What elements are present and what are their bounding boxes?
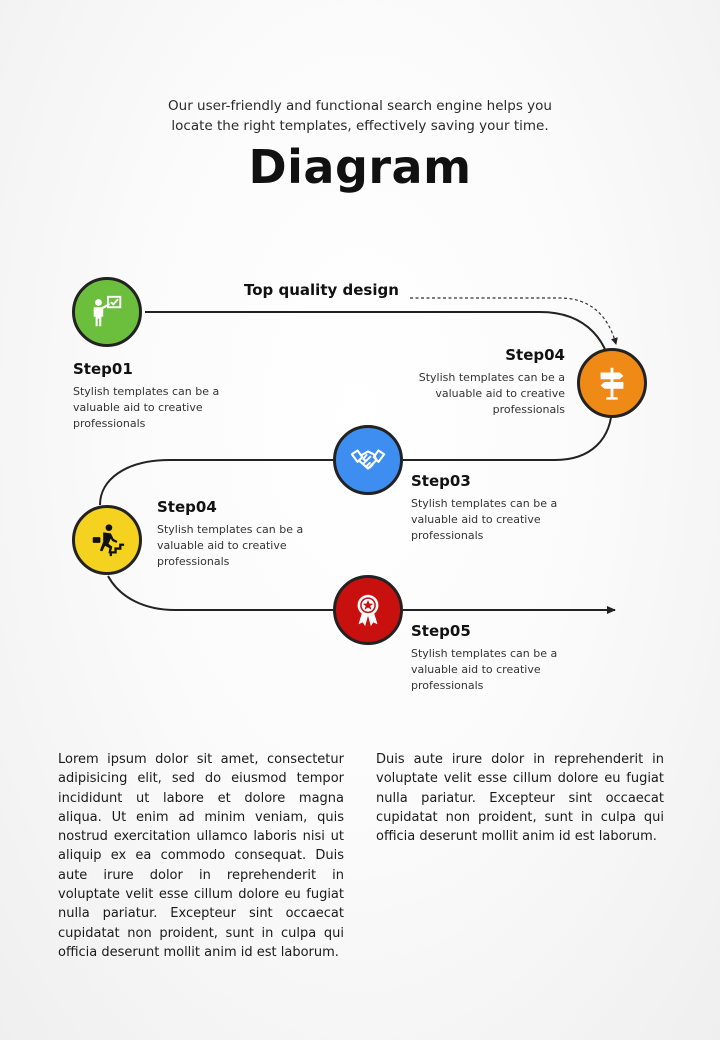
climbing-stairs-icon — [88, 521, 126, 559]
step5-circle — [333, 575, 403, 645]
step-desc: Stylish templates can be a valuable aid to creative professionals — [157, 523, 304, 568]
page-title: Diagram — [248, 140, 472, 194]
step3-text — [411, 472, 571, 544]
step2-text — [405, 346, 565, 418]
signpost-icon — [593, 364, 631, 402]
banner-label: Top quality design — [244, 281, 399, 299]
presenter-checklist-icon — [88, 293, 126, 331]
step-title: Step04 — [505, 346, 565, 364]
step-title: Step01 — [73, 360, 133, 378]
step4-circle — [72, 505, 142, 575]
step2-circle — [577, 348, 647, 418]
handshake-icon — [349, 441, 387, 479]
step-desc: Stylish templates can be a valuable aid to creative professionals — [418, 371, 565, 416]
step-title: Step05 — [411, 622, 471, 640]
step5-text — [411, 622, 571, 694]
step3-circle — [333, 425, 403, 495]
step-title: Step03 — [411, 472, 471, 490]
step-desc: Stylish templates can be a valuable aid to creative professionals — [73, 385, 220, 430]
step4-text — [157, 498, 317, 570]
body-column-right: Duis aute irure dolor in reprehenderit in voluptate velit esse cillum dolore eu fugiat nulla pariatur. Excepteur sint occaecat cupidatat non proident, sunt in culpa qui officia deserunt mollit anim id est laborum. — [376, 752, 664, 845]
award-ribbon-icon — [349, 591, 387, 629]
intro-text: Our user-friendly and functional search engine helps you locate the right templates, effectively saving your time. — [168, 98, 552, 134]
step1-circle — [72, 277, 142, 347]
step-title: Step04 — [157, 498, 217, 516]
flow-line — [108, 576, 333, 610]
step1-text — [73, 360, 233, 432]
body-column-left: Lorem ipsum dolor sit amet, consectetur adipisicing elit, sed do eiusmod tempor incididunt ut labore et dolore magna aliqua. Ut enim ad minim veniam, quis nostrud exercitation ullamco laboris nisi ut aliquip ex ea commodo consequat. Duis aute irure dolor in reprehenderit in voluptate velit esse cillum dolore eu fugiat nulla pariatur. Excepteur sint occaecat cupidatat non proident, sunt in culpa qui officia deserunt mollit anim id est laborum. — [58, 752, 344, 960]
step-desc: Stylish templates can be a valuable aid to creative professionals — [411, 647, 558, 692]
step-desc: Stylish templates can be a valuable aid to creative professionals — [411, 497, 558, 542]
banner-dashed-arrow — [410, 298, 616, 344]
